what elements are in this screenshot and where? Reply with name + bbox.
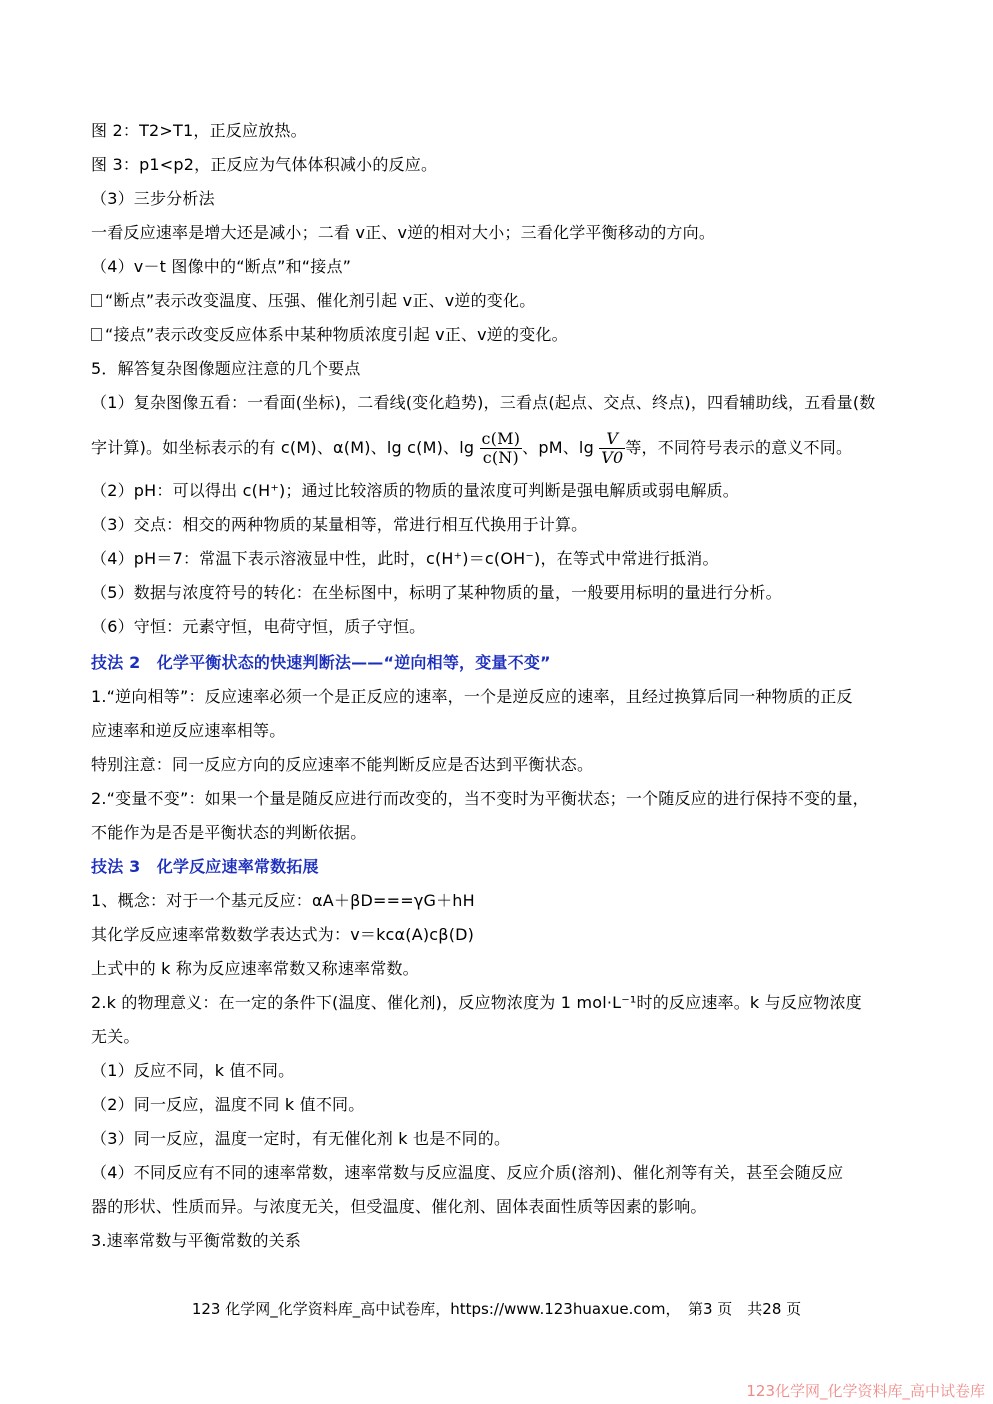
text-span: “接点”表示改变反应体系中某种物质浓度引起 v正、v逆的变化。 — [105, 325, 568, 344]
text-span: 、pM、lg — [522, 438, 600, 457]
text-line: （4）pH＝7：常温下表示溶液显中性，此时，c(H⁺)＝c(OH⁻)，在等式中常进行抵消。 — [91, 549, 719, 568]
text-line: 应速率和逆反应速率相等。 — [91, 721, 286, 740]
text-line-formula — [91, 426, 852, 470]
fraction — [599, 430, 625, 467]
text-line: （3）同一反应，温度一定时，有无催化剂 k 也是不同的。 — [91, 1129, 511, 1148]
text-line: （4）v－t 图像中的“断点”和“接点” — [91, 257, 352, 276]
fraction — [480, 430, 523, 467]
text-line: （1）复杂图像五看：一看面(坐标)，二看线(变化趋势)，三看点(起点、交点、终点)，四看辅助线，五看量(数 — [91, 393, 876, 412]
text-line: （6）守恒：元素守恒，电荷守恒，质子守恒。 — [91, 617, 426, 636]
text-line: （3）三步分析法 — [91, 189, 215, 208]
text-line: 上式中的 k 称为反应速率常数又称速率常数。 — [91, 959, 419, 978]
text-line: 不能作为是否是平衡状态的判断依据。 — [91, 823, 367, 842]
text-line: 2.k 的物理意义：在一定的条件下(温度、催化剂)，反应物浓度为 1 mol·L⁻¹时的反应速率。k 与反应物浓度 — [91, 993, 862, 1012]
text-line: （1）反应不同，k 值不同。 — [91, 1061, 295, 1080]
text-line: 5．解答复杂图像题应注意的几个要点 — [91, 359, 361, 378]
text-span: “断点”表示改变温度、压强、催化剂引起 v正、v逆的变化。 — [105, 291, 536, 310]
text-line: （3）交点：相交的两种物质的某量相等，常进行相互代换用于计算。 — [91, 515, 588, 534]
text-line: 无关。 — [91, 1027, 140, 1046]
text-line: 特别注意：同一反应方向的反应速率不能判断反应是否达到平衡状态。 — [91, 755, 594, 774]
text-line: （2）pH：可以得出 c(H⁺)；通过比较溶质的物质的量浓度可判断是强电解质或弱电解质。 — [91, 481, 740, 500]
text-line — [91, 290, 535, 312]
text-line: 图 3：p1<p2，正反应为气体体积减小的反应。 — [91, 155, 438, 174]
section-heading: 技法 2 化学平衡状态的快速判断法——“逆向相等，变量不变” — [91, 653, 551, 672]
checkbox-icon — [91, 328, 102, 341]
text-line: 一看反应速率是增大还是减小；二看 v正、v逆的相对大小；三看化学平衡移动的方向。 — [91, 223, 716, 242]
text-span: 字计算)。如坐标表示的有 c(M)、α(M)、lg c(M)、lg — [91, 438, 480, 457]
fraction-denominator: c(N) — [482, 448, 519, 467]
fraction-numerator: c(M) — [481, 429, 521, 448]
text-line: 图 2：T2>T1，正反应放热。 — [91, 121, 307, 140]
text-line: （5）数据与浓度符号的转化：在坐标图中，标明了某种物质的量，一般要用标明的量进行分析。 — [91, 583, 782, 602]
text-line: （2）同一反应，温度不同 k 值不同。 — [91, 1095, 365, 1114]
watermark-text: 123化学网_化学资料库_高中试卷库 — [746, 1382, 985, 1400]
text-span: 等，不同符号表示的意义不同。 — [625, 438, 853, 457]
checkbox-icon — [91, 294, 102, 307]
fraction-numerator: V — [599, 430, 625, 449]
page-footer: 123 化学网_化学资料库_高中试卷库，https://www.123huaxue.com， 第3 页 共28 页 — [191, 1300, 802, 1318]
text-line: 其化学反应速率常数数学表达式为：v＝kcα(A)cβ(D) — [91, 925, 475, 944]
text-line: 1.“逆向相等”：反应速率必须一个是正反应的速率，一个是逆反应的速率，且经过换算后同一种物质的正反 — [91, 687, 853, 706]
text-line: （4）不同反应有不同的速率常数，速率常数与反应温度、反应介质(溶剂)、催化剂等有关，甚至会随反应 — [91, 1163, 844, 1182]
text-line: 3.速率常数与平衡常数的关系 — [91, 1231, 302, 1250]
text-line: 1、概念：对于一个基元反应：αA＋βD===γG＋hH — [91, 891, 475, 910]
text-line — [91, 324, 568, 346]
section-heading: 技法 3 化学反应速率常数拓展 — [91, 857, 319, 876]
text-line: 2.“变量不变”：如果一个量是随反应进行而改变的，当不变时为平衡状态；一个随反应的进行保持不变的量， — [91, 789, 869, 808]
fraction-denominator: V0 — [601, 448, 624, 467]
text-line: 器的形状、性质而异。与浓度无关，但受温度、催化剂、固体表面性质等因素的影响。 — [91, 1197, 707, 1216]
